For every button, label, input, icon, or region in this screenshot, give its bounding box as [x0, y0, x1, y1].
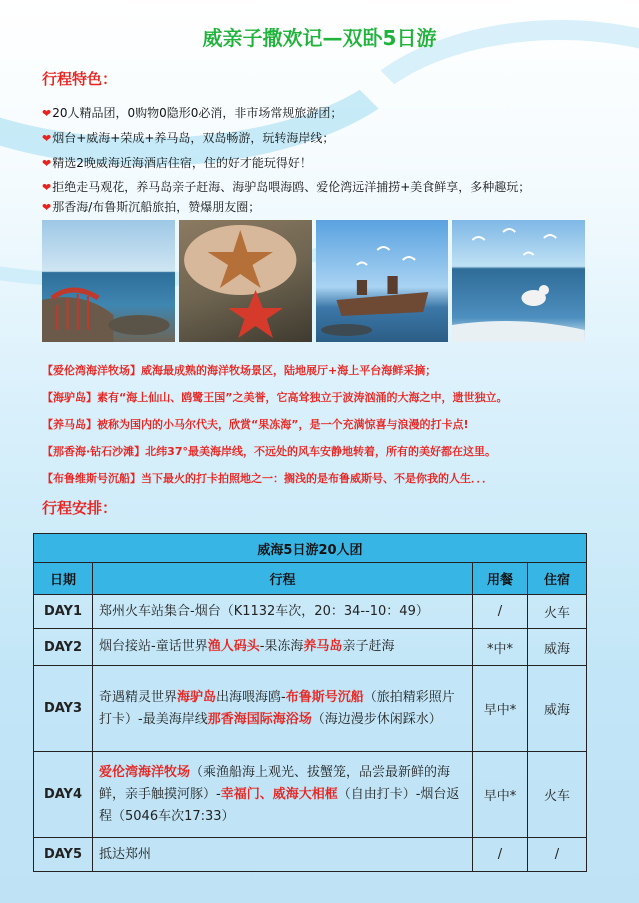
heart-icon: ❤	[42, 181, 52, 194]
table-row	[34, 666, 587, 752]
highlight-place: 渔人码头	[207, 639, 260, 654]
table-row	[34, 838, 587, 872]
day-cell: DAY2	[34, 629, 93, 666]
table-row	[34, 752, 587, 838]
itinerary-cell	[93, 838, 473, 872]
itinerary-text: 奇遇精灵世界	[99, 689, 178, 705]
itinerary-text: 烟台接站-童话世界	[99, 639, 208, 654]
itinerary-cell	[93, 629, 473, 666]
table-caption: 威海5日游20人团	[34, 534, 587, 563]
itinerary-cell	[93, 595, 473, 629]
itinerary-text: 郑州火车站集合-烟台（K1132车次，20：34--10：49）	[99, 603, 429, 619]
col-header-meals: 用餐	[473, 563, 528, 595]
itinerary-text: -果冻海	[259, 639, 304, 654]
feature-item: ❤那香海/布鲁斯沉船旅拍，赞爆朋友圈；	[42, 200, 261, 214]
day-cell: DAY5	[34, 838, 93, 872]
itinerary-text: 抵达郑州	[99, 846, 152, 862]
itinerary-text: （旅拍精彩照片打卡）-最美海岸线	[99, 689, 455, 727]
page-title: 威亲子撒欢记—双卧5日游	[202, 26, 437, 50]
meals-cell: 早中*	[473, 666, 528, 752]
highlight-line: 【海驴岛】素有“海上仙山、鸥鹭王国”之美誉，它高耸独立于波涛汹涌的大海之中，遗世独立。	[42, 391, 508, 404]
highlight-place: 那香海国际海浴场	[207, 711, 312, 727]
feature-item: ❤20人精品团，0购物0隐形0必消，非市场常规旅游团；	[42, 106, 343, 120]
feature-item: ❤拒绝走马观花，养马岛亲子赶海、海驴岛喂海鸥、爱伦湾远洋捕捞+美食鲜享，多种趣玩；	[42, 180, 531, 194]
meals-cell: 早中*	[473, 752, 528, 838]
feature-item: ❤烟台+威海+荣成+养马岛，双岛畅游，玩转海岸线；	[42, 131, 335, 145]
highlight-line: 【养马岛】被称为国内的小马尔代夫，欣赏“果冻海”，是一个充满惊喜与浪漫的打卡点!	[42, 418, 469, 431]
highlight-line: 【爱伦湾海洋牧场】威海最成熟的海洋牧场景区，陆地展厅+海上平台海鲜采摘；	[42, 364, 437, 377]
stay-cell: /	[528, 838, 587, 872]
highlight-place: 养马岛	[303, 639, 343, 654]
table-row	[34, 595, 587, 629]
day-cell: DAY3	[34, 666, 93, 752]
meals-cell: *中*	[473, 629, 528, 666]
itinerary-text: 出海喂海鸥-	[216, 689, 286, 705]
heart-icon: ❤	[42, 107, 52, 120]
itinerary-text: （乘渔船海上观光、拔蟹笼，品尝最新鲜的海鲜，亲手触摸河豚）-	[99, 764, 451, 802]
itinerary-cell	[93, 752, 473, 838]
stay-cell: 火车	[528, 752, 587, 838]
table-row	[34, 629, 587, 666]
meals-cell: /	[473, 838, 528, 872]
itinerary-table	[33, 533, 587, 872]
photo-strip	[42, 220, 585, 342]
highlight-line: 【布鲁维斯号沉船】当下最火的打卡拍照地之一：搁浅的是布鲁威斯号、不是你我的人生．．．	[42, 472, 493, 485]
col-header-itinerary: 行程	[93, 563, 473, 595]
itinerary-text: （自由打卡）-烟台返程（5046车次17:33）	[99, 786, 460, 824]
feature-item: ❤精选2晚威海近海酒店住宿，住的好才能玩得好！	[42, 156, 312, 170]
heart-icon: ❤	[42, 132, 52, 145]
heart-icon: ❤	[42, 201, 52, 214]
highlight-place: 幸福门、威海大相框	[220, 786, 338, 802]
coastal-promenade-photo	[42, 220, 175, 342]
highlight-place: 布鲁斯号沉船	[285, 689, 364, 705]
itinerary-cell	[93, 666, 473, 752]
schedule-heading: 行程安排：	[42, 499, 118, 517]
stay-cell: 火车	[528, 595, 587, 629]
itinerary-text: （海边漫步休闲踩水）	[311, 711, 442, 727]
highlight-place: 爱伦湾海洋牧场	[99, 764, 191, 780]
stay-cell: 威海	[528, 666, 587, 752]
heart-icon: ❤	[42, 157, 52, 170]
highlight-line: 【那香海·钻石沙滩】北纬37°最美海岸线，不远处的风车安静地转着，所有的美好都在这里。	[42, 445, 496, 458]
highlight-place: 海驴岛	[177, 689, 217, 705]
seagull-boat-photo	[452, 220, 585, 342]
col-header-day: 日期	[34, 563, 93, 595]
features-heading: 行程特色：	[42, 70, 118, 88]
shipwreck-photo	[316, 220, 449, 342]
day-cell: DAY1	[34, 595, 93, 629]
day-cell: DAY4	[34, 752, 93, 838]
stay-cell: 威海	[528, 629, 587, 666]
col-header-stay: 住宿	[528, 563, 587, 595]
itinerary-text: 亲子赶海	[342, 639, 395, 654]
starfish-photo	[179, 220, 312, 342]
meals-cell: /	[473, 595, 528, 629]
